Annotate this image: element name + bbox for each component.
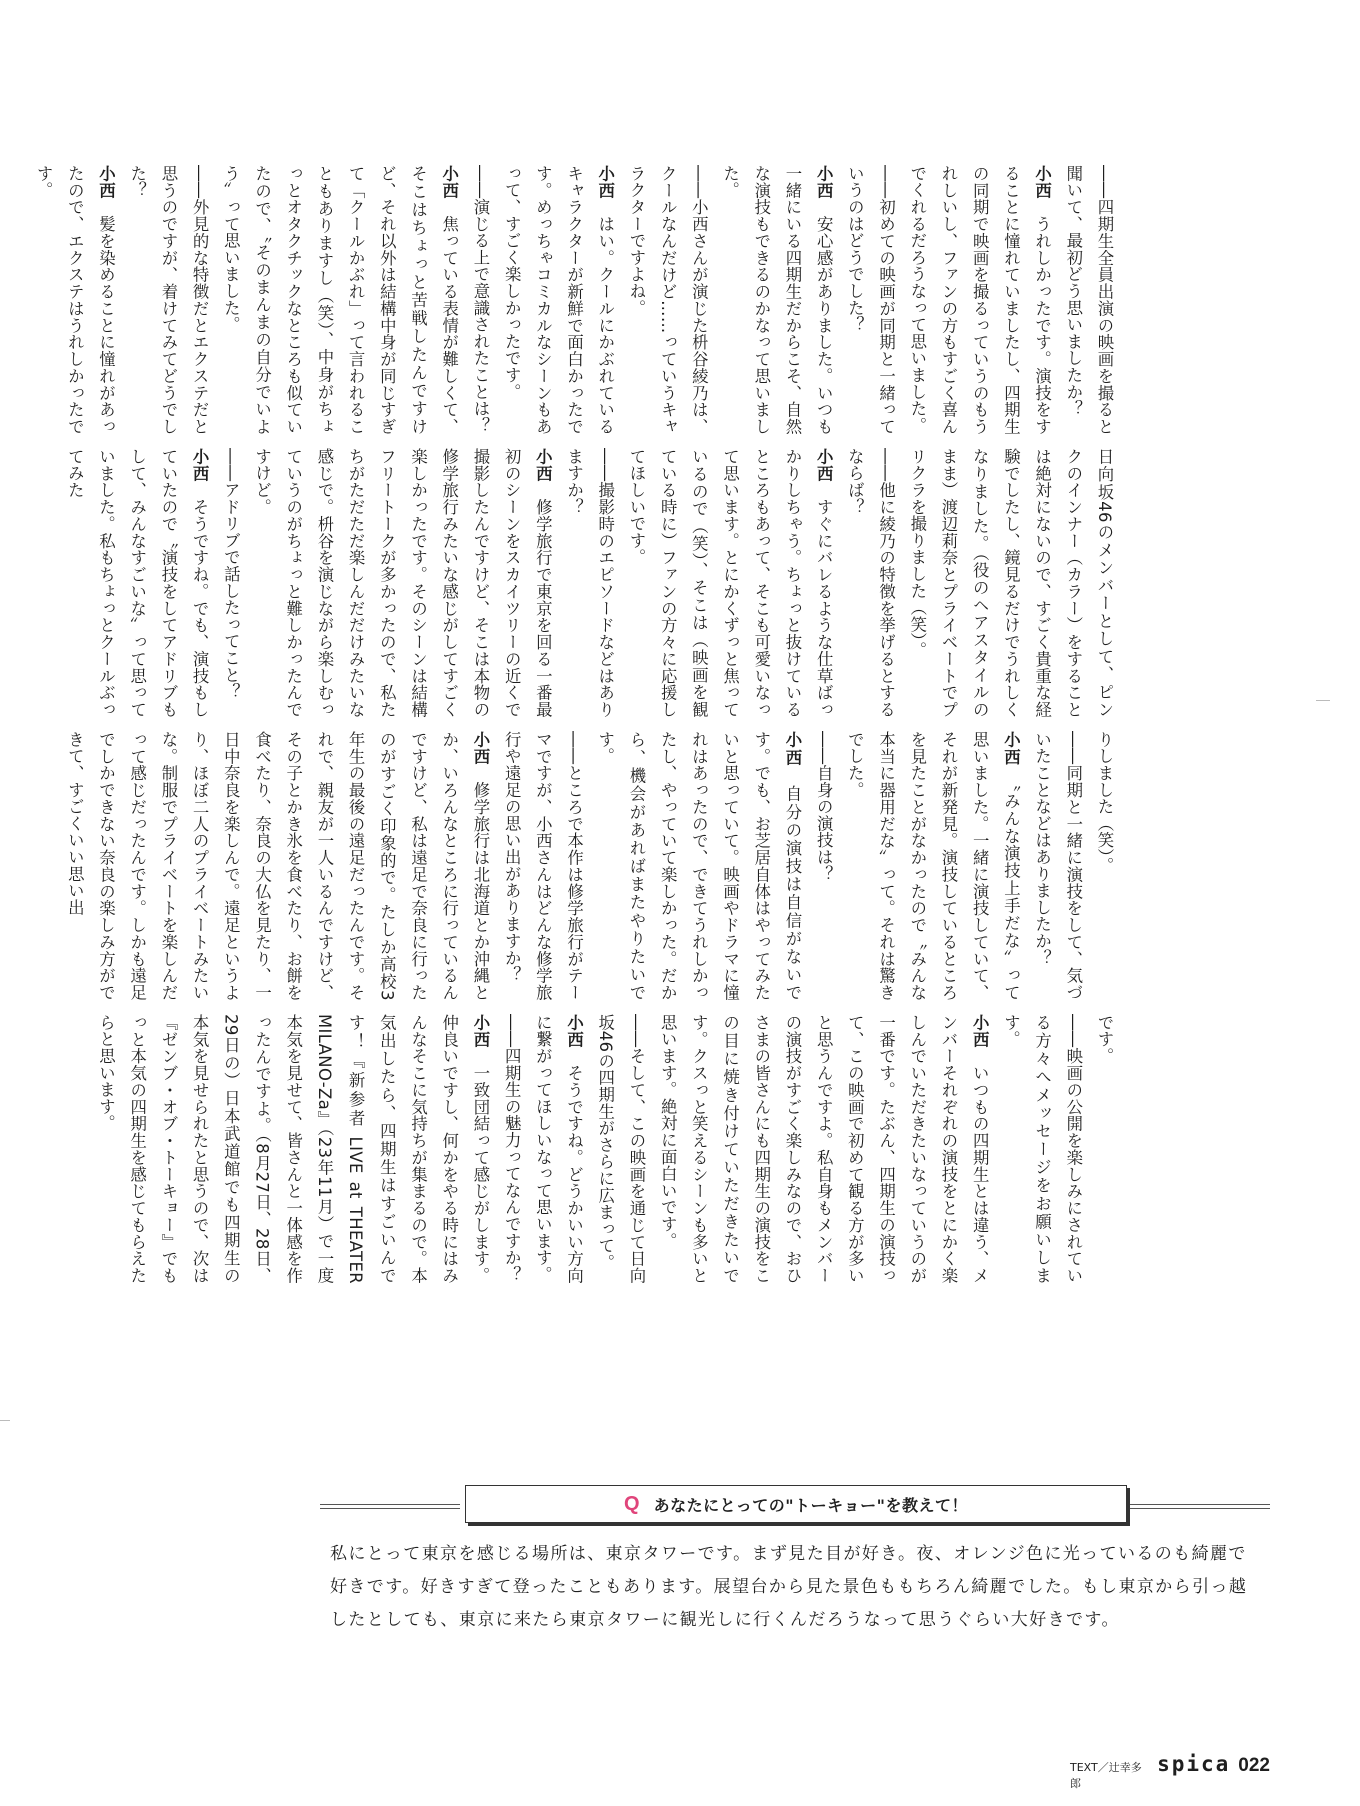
- speaker-name: 小西: [96, 165, 116, 216]
- interview-question: [1026, 731, 1088, 1001]
- interview-answer: [59, 731, 496, 1001]
- interview-question: [215, 448, 246, 718]
- speaker-name: 小西: [439, 165, 459, 216]
- paragraph-text: そうですね。でも、演技もしていたので〝演技をしてアドリブもして、みんなすごいな〟って思っていました。私もちょっとクールぶってみた: [65, 448, 210, 718]
- paragraph-text: ――そして、この映画を通じて日向坂46の四期生がさらに広まって。: [595, 1014, 646, 1284]
- interview-question: [808, 731, 839, 1001]
- speaker-name: 小西: [814, 448, 834, 499]
- paragraph-text: いつもの四期生とは違う、メンバーそれぞれの演技をとにかく楽しんでいただきたいなっていうのが一番です。たぶん、四期生の演技って、この映画で初めて観る方が多いと思うんですよ。私自身もメンバーの演技がすごく楽しみなので、おひさまの皆さんにも四期生の演技をこの目に焼き付けていただきたいです。クスっと笑えるシーンも多いと思います。絶対に面白いです。: [658, 1014, 990, 1284]
- paragraph-text: ――外見的な特徴だとエクステだと思うのですが、着けてみてどうでした？: [127, 165, 210, 435]
- interview-question: [839, 448, 901, 718]
- answer-text: 私にとって東京を感じる場所は、東京タワーです。まず見た目が好き。夜、オレンジ色に光っているのも綺麗で好きです。好きすぎて登ったこともあります。展望台から見た景色ももちろん綺麗でした。もし東京から引っ越したとしても、東京に来たら東京タワーに観光しに行くんだろうなって思うぐらい大好きです。: [330, 1544, 1248, 1630]
- speaker-name: 小西: [190, 448, 210, 499]
- paragraph-text: ――ところで本作は修学旅行がテーマですが、小西さんはどんな修学旅行や遠足の思い出がありますか？: [502, 731, 584, 1001]
- interview-answer: [621, 448, 839, 718]
- q-mark-icon: Q: [624, 1492, 640, 1515]
- speaker-name: 小西: [470, 731, 490, 782]
- speaker-name: 小西: [564, 1014, 584, 1065]
- interview-question: [590, 1014, 652, 1284]
- paragraph-text: 髪を染めることに憧れがあったので、エクステはうれしかったです。: [34, 165, 116, 435]
- paragraph-text: 安心感がありました。いつも一緒にいる四期生だからこそ、自然な演技もできるのかなって思いました。: [720, 165, 834, 435]
- paragraph-text: ――演じる上で意識されたことは？: [470, 165, 490, 434]
- interview-tier-3: [65, 731, 1120, 1001]
- interview-question: [558, 448, 620, 718]
- magazine-logo: spica: [1157, 1752, 1231, 1776]
- interview-answer: [902, 165, 1058, 435]
- paragraph-text: 〝みんな演技上手だな〟って思いました。一緒に演技していて、それが新発見。演技しているところを見たことがなかったので〝みんな本当に器用だな〟って。それは驚きでした。: [845, 731, 1021, 1001]
- interview-question: [122, 165, 216, 435]
- paragraph-text: 修学旅行で東京を回る一番最初のシーンをスカイツリーの近くで撮影したんですけど、そこは本物の修学旅行みたいな感じがしてすごく楽しかったです。そのシーンは結構フリートークが多かったので、私たちがただただ楽しんだだけみたいな感じで。枡谷を演じながら楽しむっていうのがちょっと難しかったんですけど。: [252, 448, 553, 718]
- paragraph-text: そうですね。どうかいい方向に繋がってほしいなって思います。: [533, 1014, 584, 1284]
- interview-answer: [527, 1014, 589, 1284]
- interview-answer: [90, 1014, 496, 1284]
- page-number: 022: [1238, 1755, 1270, 1776]
- speaker-name: 小西: [1001, 731, 1021, 784]
- interview-tier-2: [65, 448, 1120, 718]
- speaker-name: 小西: [1032, 165, 1052, 216]
- paragraph-text: ――自身の演技は？: [814, 731, 834, 883]
- paragraph-text: うれしかったです。演技をすることに憧れていましたし、四期生の同期で映画を撮るっていうのもうれしいし、ファンの方もすごく喜んでくれるだろうなって思いました。: [907, 165, 1052, 435]
- question-text: あなたにとっての"トーキョー"を教えて！: [653, 1495, 968, 1515]
- paragraph-text: 焦っている表情が難しくて、そこはちょっと苦戦したんですけど、それ以外は結構中身が同じすぎて「クールかぶれ」って言われることもありますし（笑）、中身がちょっとオタクチックなところも似ていたので、〝そのまんまの自分でいよう〟って思いました。: [221, 165, 459, 435]
- paragraph-text: ――同期と一緒に演技をして、気づいたことなどはありましたか？: [1032, 731, 1083, 1001]
- speaker-name: 小西: [533, 448, 553, 499]
- speaker-name: 小西: [595, 165, 615, 216]
- paragraph-text: です。: [1095, 1014, 1114, 1065]
- paragraph-text: 自分の演技は自信がないです。でも、お芝居自体はやってみたいと思っていて。映画やドラマに憧れはあったので、できてうれしかったし、やっていて楽しかった。だから、機会があればまたやりたいです。: [595, 731, 802, 1001]
- interview-answer: [1089, 1014, 1120, 1284]
- interview-question: [995, 1014, 1089, 1284]
- question-box: [465, 1485, 1127, 1523]
- page-edge-mark: [0, 1420, 10, 1421]
- divider-left: [320, 1504, 460, 1509]
- paragraph-text: ――映画の公開を楽しみにされている方々へメッセージをお願いします。: [1001, 1014, 1083, 1284]
- speaker-name: 小西: [814, 165, 834, 216]
- paragraph-text: 修学旅行は北海道とか沖縄とか、いろんなところに行っているんですけど、私は遠足で奈良に行ったのがすごく印象的で。たしか高校3年生の最後の遠足だったんです。それで、親友が一人いるんですけど、その子とかき氷を食べたり、お餅を食べたり、奈良の大仏を見たり、一日中奈良を楽しんで。遠足というより、ほぼ二人のプライベートみたいな。制服でプライベートを楽しんだって感じだったんです。しかも遠足でしかできない奈良の楽しみ方ができて、すごくいい思い出: [65, 731, 490, 1001]
- interview-body: [34, 165, 1120, 1305]
- interview-answer: [496, 165, 621, 435]
- interview-answer: [1089, 731, 1120, 1001]
- paragraph-text: ――撮影時のエピソードなどはありますか？: [564, 448, 615, 718]
- interview-question: [621, 165, 715, 435]
- divider-right: [1130, 1504, 1270, 1509]
- interview-question: [839, 165, 901, 435]
- interview-answer: [28, 165, 122, 435]
- page-edge-mark: [1316, 700, 1330, 701]
- paragraph-text: ――他に綾乃の特徴を挙げるとするならば？: [845, 448, 896, 718]
- text-credit: TEXT／辻幸多郎: [1070, 1761, 1142, 1790]
- interview-question: [1058, 165, 1120, 435]
- speaker-name: 小西: [782, 731, 802, 786]
- paragraph-text: ――初めての映画が同期と一緒っていうのはどうでした？: [845, 165, 896, 435]
- paragraph-text: すぐにバレるような仕草ばっかりしちゃう。ちょっと抜けているところもあって、そこも可愛いなって思います。とにかくずっと焦っているので（笑）、そこは（映画を観ている時に）ファンの方々に応援してほしいです。: [626, 448, 834, 718]
- interview-answer: [652, 1014, 995, 1284]
- interview-question: [465, 165, 496, 435]
- interview-answer: [590, 731, 808, 1001]
- interview-question: [496, 1014, 527, 1284]
- interview-answer: [59, 448, 215, 718]
- speaker-name: 小西: [470, 1014, 490, 1065]
- interview-answer: [246, 448, 558, 718]
- paragraph-text: ――四期生全員出演の映画を撮ると聞いて、最初どう思いましたか？: [1063, 165, 1114, 435]
- interview-answer: [902, 448, 1120, 718]
- paragraph-text: りしました（笑）。: [1095, 731, 1114, 874]
- speaker-name: 小西: [970, 1014, 990, 1065]
- page-footer: [1070, 1752, 1270, 1790]
- interview-question: [496, 731, 590, 1001]
- interview-answer: [839, 731, 1026, 1001]
- paragraph-text: 日向坂46のメンバーとして、ピンクのインナー（カラー）をすることは絶対にないので、すごく貴重な経験でしたし、鏡見るだけでうれしくなりました。（役のヘアスタイルのまま）渡辺莉奈とプライベートでプリクラを撮りました（笑）。: [907, 448, 1114, 718]
- paragraph-text: 一致団結って感じがします。仲良いですし、何かをやる時にはみんなそこに気持ちが集まるので。本気出したら、四期生はすごいんです！『新参者 LIVE at THEATER MILANO-Za』（23年11月）で一度本気を見せて、皆さんと一体感を作ったんですよ。（8月27日、28日、29日の）日本武道館でも四期生の本気を見せられたと思うので、次は『ゼンブ・オブ・トーキョー』でもっと本気の四期生を感じてもらえたらと思います。: [96, 1014, 490, 1284]
- paragraph-text: ――小西さんが演じた枡谷綾乃は、クールなんだけど……っていうキャラクターですよね。: [626, 165, 709, 435]
- interview-tier-4: [96, 1014, 1120, 1284]
- interview-answer: [714, 165, 839, 435]
- question-bar: [320, 1485, 1270, 1525]
- interview-answer: [215, 165, 465, 435]
- paragraph-text: はい。クールにかぶれているキャラクターが新鮮で面白かったです。めっちゃコミカルなシーンもあって、すごく楽しかったです。: [502, 165, 615, 435]
- paragraph-text: ――四期生の魅力ってなんですか？: [502, 1014, 522, 1283]
- paragraph-text: ――アドリブで話したってこと？: [221, 448, 241, 700]
- interview-tier-1: [34, 165, 1120, 435]
